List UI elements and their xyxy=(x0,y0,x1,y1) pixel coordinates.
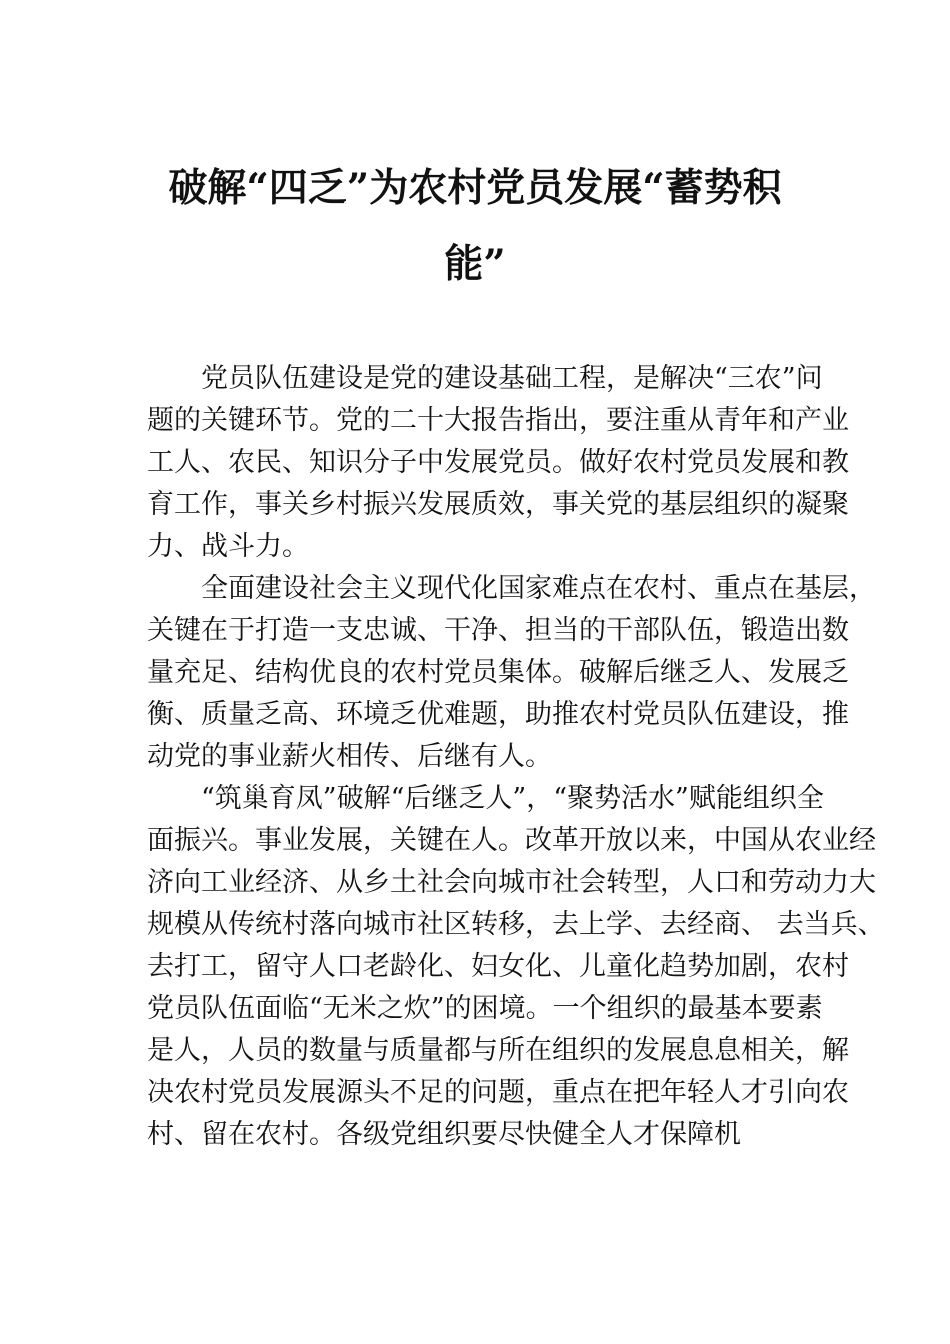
text-line: 济向工业经济、从乡土社会向城市社会转型，人口和劳动力大 xyxy=(147,867,876,898)
text-line: 量充足、结构优良的农村党员集体。破解后继乏人、发展乏 xyxy=(147,657,849,688)
text-line: 决农村党员发展源头不足的问题，重点在把年轻人才引向农 xyxy=(147,1077,849,1108)
text-line: “筑巢育凤”破解“后继乏人”，“聚势活水”赋能组织全 xyxy=(201,783,824,814)
text-line: 力、战斗力。 xyxy=(147,531,309,562)
document-title xyxy=(145,150,805,302)
text-line: 是人，人员的数量与质量都与所在组织的发展息息相关，解 xyxy=(147,1035,849,1066)
text-line: 衡、质量乏高、环境乏优难题，助推农村党员队伍建设，推 xyxy=(147,699,849,730)
title-line: 破解“四乏”为农村党员发展“蓄势积 xyxy=(168,165,782,211)
text-line: 全面建设社会主义现代化国家难点在农村、重点在基层， xyxy=(201,573,876,604)
paragraph-3 xyxy=(147,778,885,1156)
text-line: 村、留在农村。各级党组织要尽快健全人才保障机 xyxy=(147,1119,741,1150)
title-line: 能” xyxy=(444,241,506,287)
text-line: 党员队伍面临“无米之炊”的困境。一个组织的最基本要素 xyxy=(147,993,823,1024)
text-line: 面振兴。事业发展，关键在人。改革开放以来，中国从农业经 xyxy=(147,825,876,856)
text-line: 题的关键环节。党的二十大报告指出，要注重从青年和产业 xyxy=(147,405,849,436)
text-line: 去打工，留守人口老龄化、妇女化、儿童化趋势加剧，农村 xyxy=(147,951,849,982)
paragraph-2 xyxy=(147,568,876,778)
text-line: 动党的事业薪火相传、后继有人。 xyxy=(147,741,552,772)
text-line: 工人、农民、知识分子中发展党员。做好农村党员发展和教 xyxy=(147,447,849,478)
paragraph-1 xyxy=(147,358,849,568)
text-line: 规模从传统村落向城市社区转移，去上学、去经商、 去当兵、 xyxy=(147,909,885,940)
document-body xyxy=(147,358,885,1156)
text-line: 育工作，事关乡村振兴发展质效，事关党的基层组织的凝聚 xyxy=(147,489,849,520)
text-line: 党员队伍建设是党的建设基础工程，是解决“三农”问 xyxy=(201,363,823,394)
text-line: 关键在于打造一支忠诚、干净、担当的干部队伍，锻造出数 xyxy=(147,615,849,646)
